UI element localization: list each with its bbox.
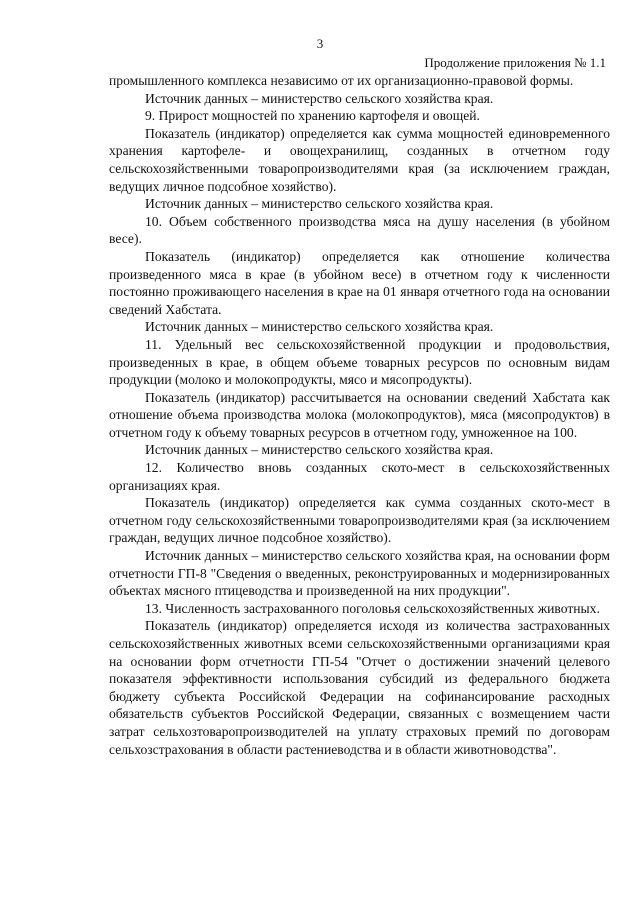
paragraph: Показатель (индикатор) определяется как отношение количества произведенного мяса в крае (в убойном весе) в отчетном году к численности постоянно проживающего населения в крае на 01 января отчетного года на основании сведений Хабстата. [109,248,610,317]
paragraph: Источник данных – министерство сельского хозяйства края. [145,319,494,335]
paragraph: Источник данных – министерство сельского хозяйства края. [145,90,494,106]
paragraph: 13. Численность застрахованного поголовья сельскохозяйственных животных. [145,600,600,616]
document-body [109,72,610,758]
paragraph: Показатель (индикатор) определяется как сумма созданных ското-мест в отчетном году сельскохозяйственными товаропроизводителями края (за исключением граждан, ведущих личное подсобное хозяйство). [109,495,610,546]
paragraph: Показатель (индикатор) определяется исходя из количества застрахованных сельскохозяйственных животных всеми сельскохозяйственными организациями края на основании форм отчетности ГП-54 "Отчет о достижении значений целевого показателя эффективности использования субсидий из федерального бюджета бюджету субъекта Российской Федерации на софинансирование расходных обязательств субъектов Российской Федерации, связанных с возмещением части затрат сельхозтоваропроизводителей на уплату страховых премий по договорам сельхозстрахования в области растениеводства и в области животноводства". [109,618,610,757]
paragraph: 12. Количество вновь созданных ското-мест в сельскохозяйственных организациях края. [109,460,610,493]
paragraph: Источник данных – министерство сельского хозяйства края. [145,196,494,212]
paragraph: Источник данных – министерство сельского хозяйства края. [145,442,494,458]
paragraph: промышленного комплекса независимо от их организационно-правовой формы. [109,73,574,88]
paragraph: Источник данных – министерство сельского хозяйства края, на основании форм отчетности ГП-8 "Сведения о введенных, реконструированных и модернизированных объектах мясного птицеводства и произведенной на них продукции". [109,548,610,599]
paragraph: Показатель (индикатор) определяется как сумма мощностей единовременного хранения картофеле- и овощехранилищ, созданных в отчетном году сельскохозяйственными товаропроизводителями края (за исключением граждан, ведущих личное подсобное хозяйство). [109,125,610,194]
page-number: 3 [316,36,324,51]
paragraph: 9. Прирост мощностей по хранению картофеля и овощей. [145,108,480,124]
appendix-label: Продолжение приложения № 1.1 [424,55,606,70]
paragraph: Показатель (индикатор) рассчитывается на основании сведений Хабстата как отношение объема производства молока (молокопродуктов), мяса (мясопродуктов) в отчетном году к объему товарных ресурсов в отчетном году, умноженное на 100. [109,389,610,440]
paragraph: 10. Объем собственного производства мяса на душу населения (в убойном весе). [109,213,610,247]
paragraph: 11. Удельный вес сельскохозяйственной продукции и продовольствия, произведенных в крае, в общем объеме товарных ресурсов по основным видам продукции (молоко и молокопродукты, мясо и мясопродукты). [109,336,610,388]
